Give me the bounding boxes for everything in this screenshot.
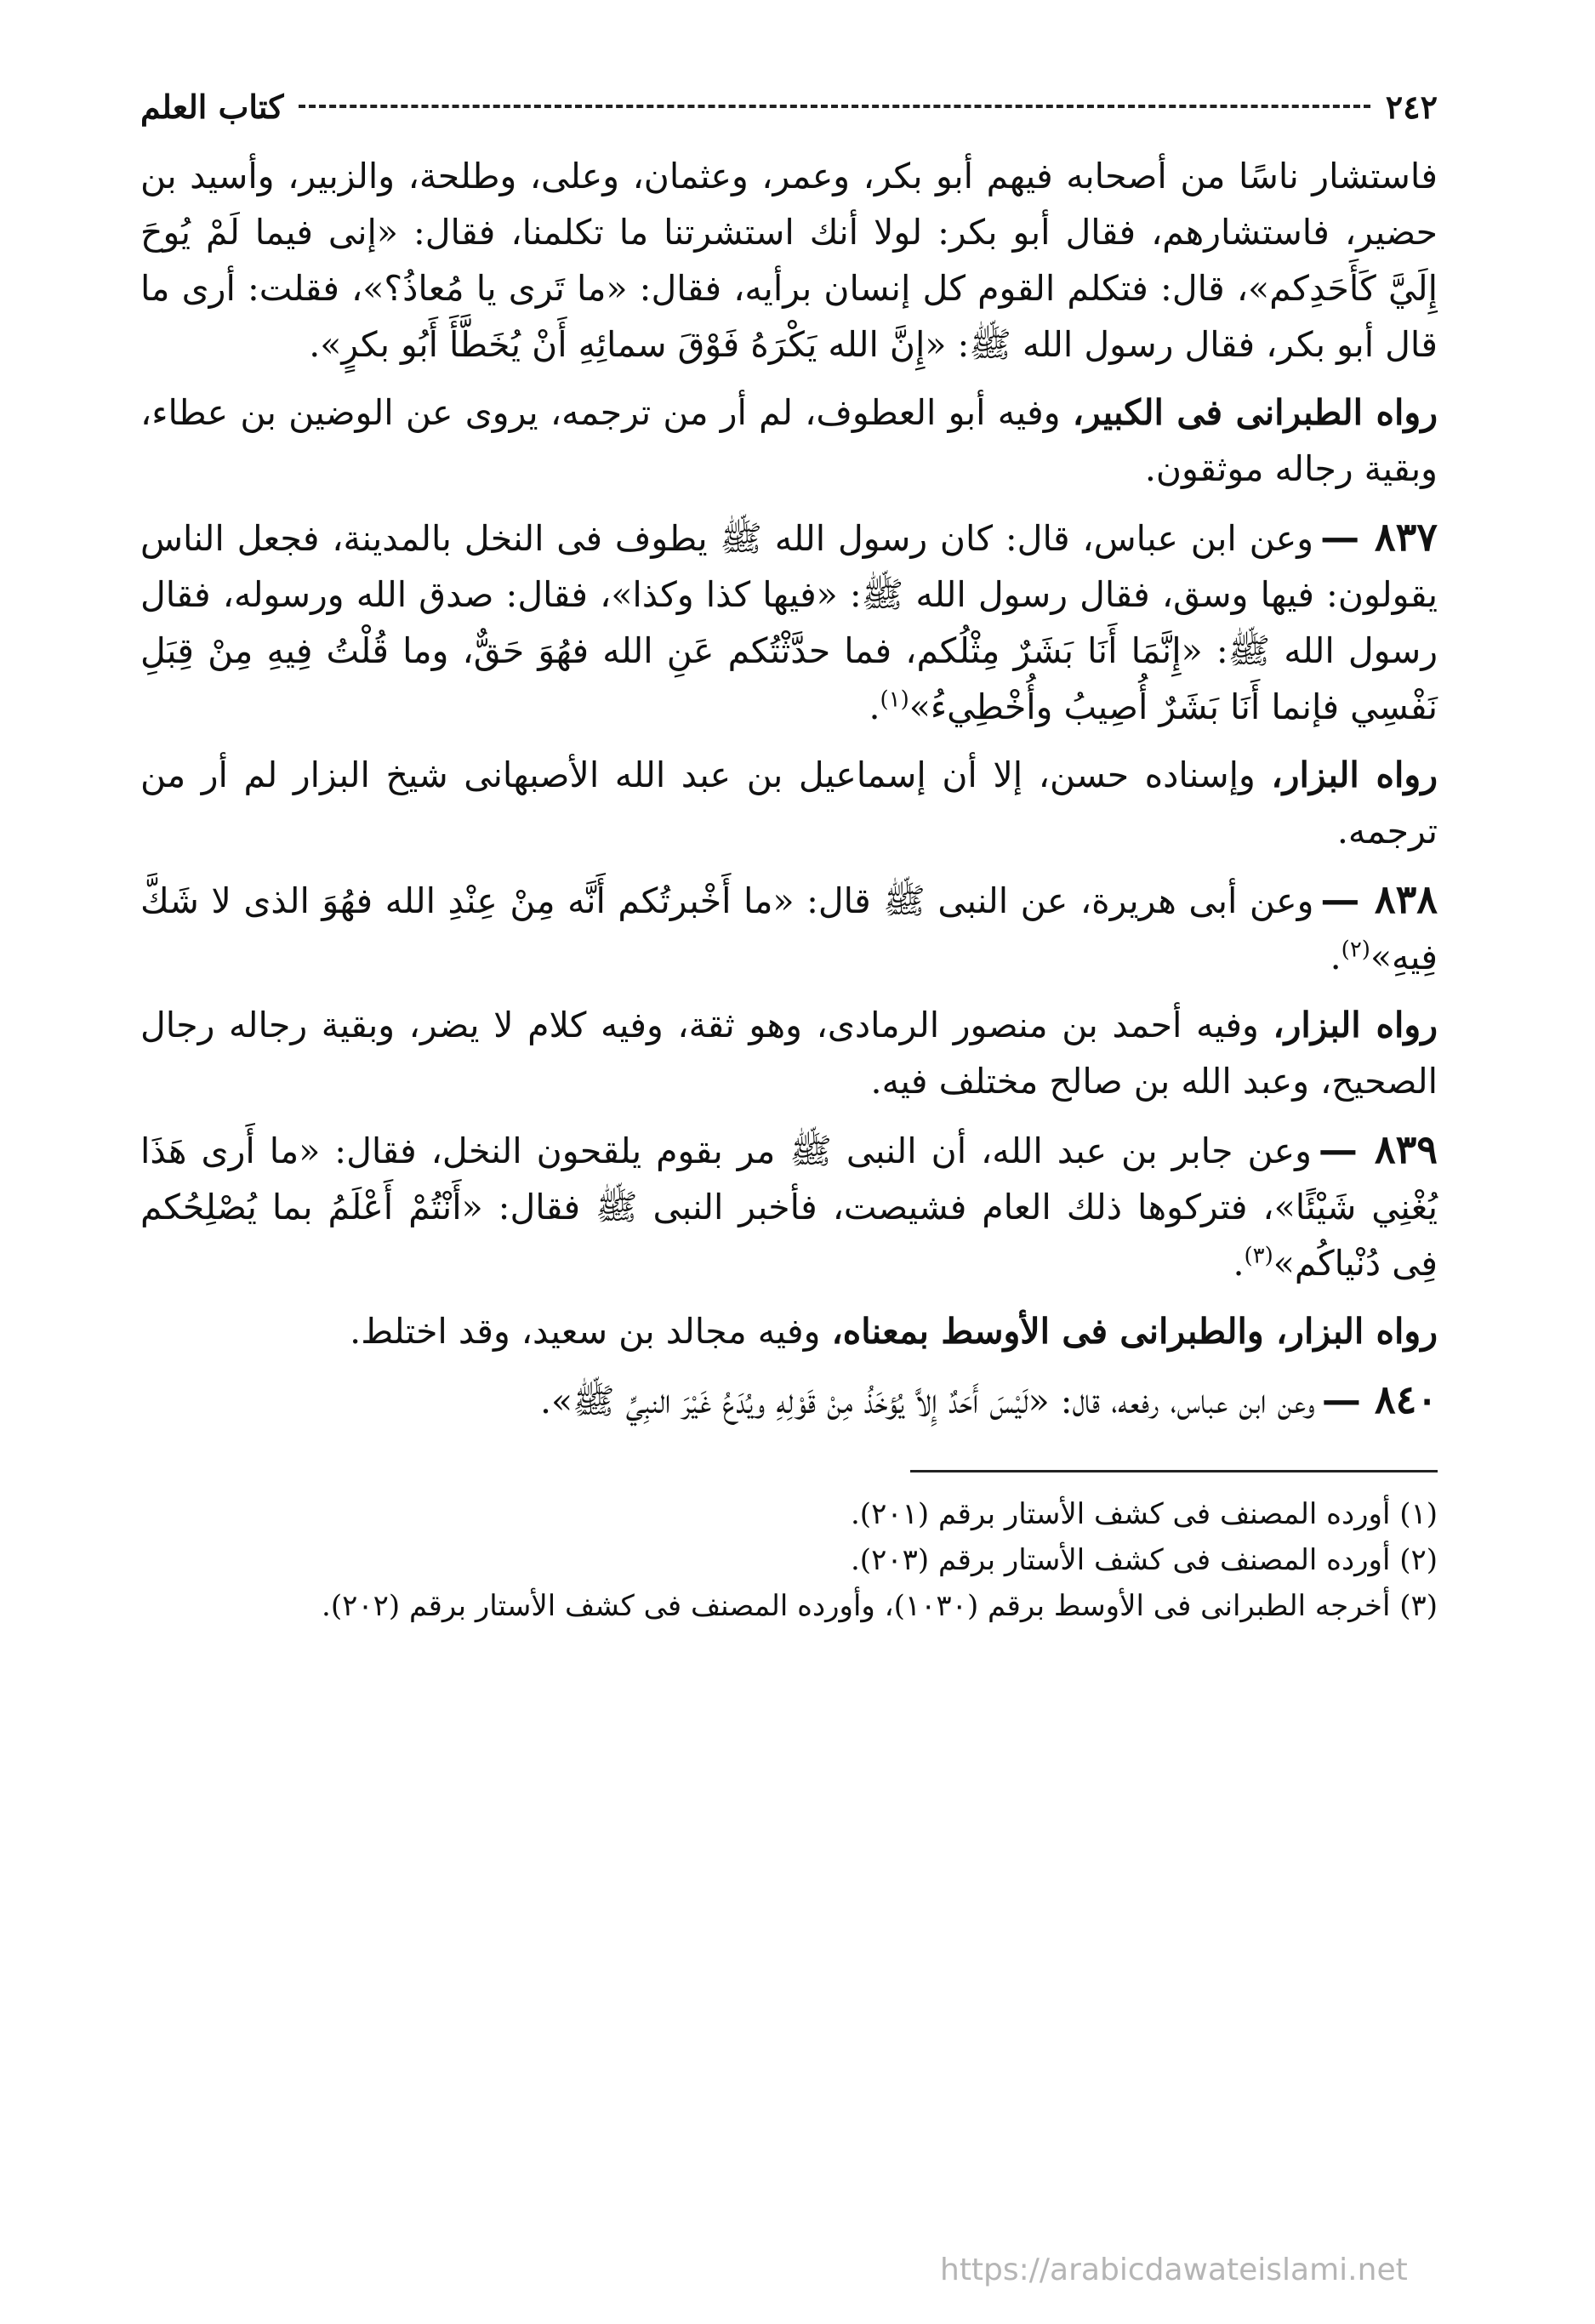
commentary-paragraph (140, 747, 1438, 859)
source-citation: رواه البزار، والطبرانى فى الأوسط بمعناه، (831, 1311, 1438, 1352)
commentary-text: وفيه أبو العطوف، لم أر من ترجمه، يروى عن الوضين بن عطاء، وبقية رجاله موثقون. (140, 392, 1438, 489)
header-rule (299, 105, 1370, 108)
commentary-text: وإسناده حسن، إلا أن إسماعيل بن عبد الله الأصبهانى شيخ البزار لم أر من ترجمه. (140, 755, 1438, 852)
book-title: كتاب العلم (140, 87, 284, 126)
hadith-number: ٨٤٠ — (1322, 1376, 1438, 1422)
page-header (140, 77, 1438, 136)
hadith-text: وعن أبى هريرة، عن النبى ﷺ قال: «ما أَخْبرتُكم أَنَّه مِنْ عِنْدِ الله فهُوَ الذى لا شَكَّ فِيهِ» (140, 880, 1438, 977)
hadith-840 (140, 1371, 1438, 1429)
source-citation: رواه الطبرانى فى الكبير، (1072, 392, 1438, 433)
commentary-paragraph (140, 1303, 1438, 1359)
footnote-separator (910, 1470, 1438, 1472)
footnote-1: (١) أورده المصنف فى كشف الأستار برقم (٢٠١). (851, 1497, 1438, 1531)
commentary-text: وفيه أحمد بن منصور الرمادى، وهو ثقة، وفيه كلام لا يضر، وبقية رجاله رجال الصحيح، وعبد الله بن صالح مختلف فيه. (140, 1005, 1438, 1102)
hadith-number: ٨٣٧ — (1320, 514, 1438, 560)
page-number: ٢٤٢ (1385, 87, 1438, 126)
commentary-text: وفيه مجالد بن سعيد، وقد اختلط. (350, 1311, 832, 1352)
footnote-ref: (١) (880, 686, 909, 713)
commentary-paragraph (140, 997, 1438, 1109)
footnote-ref: (٢) (1341, 937, 1370, 963)
footnote-ref: (٣) (1244, 1243, 1273, 1269)
hadith-text: وعن ابن عباس، قال: كان رسول الله ﷺ يطوف فى النخل بالمدينة، فجعل الناس يقولون: فيها وسق، فقال رسول الله ﷺ: «فيها كذا وكذا»، فقال: صدق الله ورسوله، فقال رسول الله ﷺ: «إِنَّمَا أَنَا بَشَرٌ مِثْلُكم، فما حدَّثْتُكم عَنِ الله فهُوَ حَقٌّ، وما قُلْتُ فِيهِ مِنْ قِبَلِ نَفْسِي فإنما أَنَا بَشَرٌ أُصِيبُ وأُخْطِيءُ» (140, 518, 1438, 727)
hadith-837: ٨٣٧ —وعن ابن عباس، قال: كان رسول الله ﷺ يطوف فى النخل بالمدينة، فجعل الناس يقولون: فيها وسق، فقال رسول الله ﷺ: «فيها كذا وكذا»، فقال: صدق الله ورسوله، فقال رسول الله ﷺ: «إِنَّمَا أَنَا بَشَرٌ مِثْلُكم، فما حدَّثْتُكم عَنِ الله فهُوَ حَقٌّ، وما قُلْتُ فِيهِ مِنْ قِبَلِ نَفْسِي فإنما أَنَا بَشَرٌ أُصِيبُ وأُخْطِيءُ»$^{(١)}$. (140, 509, 1438, 735)
footnote-2: (٢) أورده المصنف فى كشف الأستار برقم (٢٠٣). (851, 1543, 1438, 1577)
book-page (140, 77, 1438, 2288)
hadith-text: وعن جابر بن عبد الله، أن النبى ﷺ مر بقوم يلقحون النخل، فقال: «ما أَرى هَذَا يُغْنِي شَيْئًا»، فتركوها ذلك العام فشيصت، فأخبر النبى ﷺ فقال: «أَنْتُمْ أَعْلَمُ بما يُصْلِحُكم فِى دُنْياكُم» (140, 1131, 1438, 1284)
hadith-text: وعن ابن عباس، رفعه، قال: «لَيْسَ أَحَدٌ إِلاَّ يُؤخَذُ مِنْ قَوْلِهِ ويُدَعُ غَيْرَ النبِيِّ ﷺ». (540, 1381, 1315, 1421)
hadith-838: ٨٣٨ —وعن أبى هريرة، عن النبى ﷺ قال: «ما أَخْبرتُكم أَنَّه مِنْ عِنْدِ الله فهُوَ الذى لا شَكَّ فِيهِ»$^{(٢)}$. (140, 871, 1438, 985)
continuation-text: فاستشار ناسًا من أصحابه فيهم أبو بكر، وعمر، وعثمان، وعلى، وطلحة، والزبير، وأسيد بن حضير، فاستشارهم، فقال أبو بكر: لولا أنك استشرتنا ما تكلمنا، فقال: «إنى فيما لَمْ يُوحَ إِلَيَّ كَأَحَدِكم»، قال: فتكلم القوم كل إنسان برأيه، فقال: «ما تَرى يا مُعاذُ؟»، فقلت: أرى ما قال أبو بكر، فقال رسول الله ﷺ: «إِنَّ الله يَكْرَهُ فَوْقَ سمائِهِ أَنْ يُخَطَّأَ أَبُو بكرٍ». (140, 156, 1438, 365)
source-citation: رواه البزار، (1273, 1005, 1438, 1045)
source-citation: رواه البزار، (1271, 755, 1438, 795)
commentary-paragraph (140, 384, 1438, 497)
hadith-839: ٨٣٩ —وعن جابر بن عبد الله، أن النبى ﷺ مر بقوم يلقحون النخل، فقال: «ما أَرى هَذَا يُغْنِي شَيْئًا»، فتركوها ذلك العام فشيصت، فأخبر النبى ﷺ فقال: «أَنْتُمْ أَعْلَمُ بما يُصْلِحُكم فِى دُنْياكُم»$^{(٣)}$. (140, 1121, 1438, 1291)
hadith-number: ٨٣٨ — (1320, 876, 1438, 922)
paragraph-continuation (140, 148, 1438, 373)
footnote-3: (٣) أخرجه الطبرانى فى الأوسط برقم (١٠٣٠)، وأورده المصنف فى كشف الأستار برقم (٢٠٢). (322, 1589, 1438, 1623)
site-watermark: https://arabicdawateislami.net (940, 2253, 1408, 2287)
hadith-number: ٨٣٩ — (1319, 1126, 1438, 1172)
